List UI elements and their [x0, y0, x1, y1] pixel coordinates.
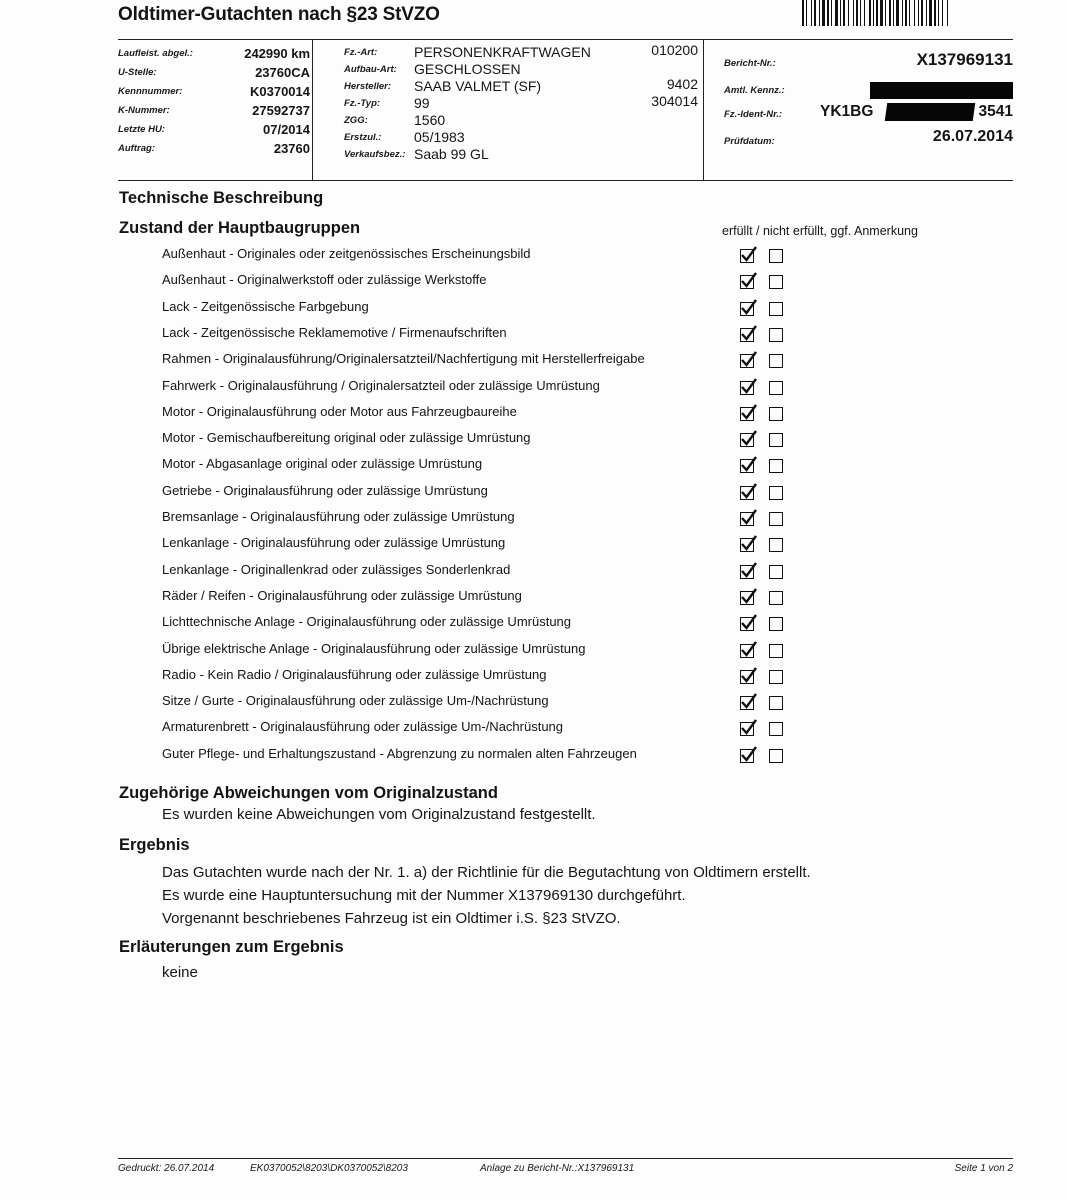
bericht-number: X137969131	[916, 50, 1013, 69]
checklist-item-label: Guter Pflege- und Erhaltungszustand - Abgrenzung zu normalen alten Fahrzeugen	[162, 745, 637, 761]
checkbox-not-fulfilled[interactable]	[769, 591, 783, 605]
checkbox-fulfilled[interactable]	[740, 644, 754, 658]
header-top-rule	[118, 39, 1013, 40]
checkbox-not-fulfilled[interactable]	[769, 302, 783, 316]
header-mid-value: 1560	[414, 112, 446, 128]
checklist-item-label: Radio - Kein Radio / Originalausführung oder zulässige Umrüstung	[162, 666, 547, 682]
checkbox-fulfilled[interactable]	[740, 275, 754, 289]
header-left-label: Laufleist. abgel.:	[118, 48, 193, 59]
header-divider-1	[312, 39, 313, 181]
checklist-item-label: Motor - Gemischaufbereitung original oder zulässige Umrüstung	[162, 430, 531, 446]
abweichungen-text: Es wurden keine Abweichungen vom Originalzustand festgestellt.	[162, 806, 596, 823]
checkbox-not-fulfilled[interactable]	[769, 565, 783, 579]
checkbox-fulfilled[interactable]	[740, 538, 754, 552]
header-left-value: 23760CA	[255, 65, 310, 80]
footer-anlage: Anlage zu Bericht-Nr.:X137969131	[480, 1163, 635, 1174]
checkbox-not-fulfilled[interactable]	[769, 512, 783, 526]
checklist-item-label: Außenhaut - Originalwerkstoff oder zulässige Werkstoffe	[162, 272, 487, 288]
checklist-item-label: Rahmen - Originalausführung/Originalersatzteil/Nachfertigung mit Herstellerfreigabe	[162, 351, 645, 367]
header-mid-value: PERSONENKRAFTWAGEN	[414, 44, 591, 60]
ident-label: Fz.-Ident-Nr.:	[724, 109, 783, 120]
checklist-item-label: Lenkanlage - Originallenkrad oder zulässiges Sonderlenkrad	[162, 561, 511, 577]
checkbox-fulfilled[interactable]	[740, 486, 754, 500]
checkbox-not-fulfilled[interactable]	[769, 459, 783, 473]
ergebnis-heading: Ergebnis	[119, 836, 190, 854]
header-left-label: U-Stelle:	[118, 67, 157, 78]
checklist-item-label: Lack - Zeitgenössische Reklamemotive / Firmenaufschriften	[162, 324, 507, 340]
header-left-value: 07/2014	[263, 122, 310, 137]
bericht-label: Bericht-Nr.:	[724, 58, 776, 69]
checklist-item-label: Außenhaut - Originales oder zeitgenössisches Erscheinungsbild	[162, 246, 531, 261]
header-mid-label: Hersteller:	[344, 81, 391, 92]
checkbox-not-fulfilled[interactable]	[769, 433, 783, 447]
ergebnis-line-2: Es wurde eine Hauptuntersuchung mit der Nummer X137969130 durchgeführt.	[162, 887, 686, 904]
column-header: erfüllt / nicht erfüllt, ggf. Anmerkung	[722, 224, 918, 238]
header-mid-code: 010200	[651, 42, 698, 58]
checkbox-not-fulfilled[interactable]	[769, 670, 783, 684]
checklist-item-label: Sitze / Gurte - Originalausführung oder zulässige Um-/Nachrüstung	[162, 693, 549, 709]
header-mid-label: Fz.-Art:	[344, 47, 378, 58]
checkbox-not-fulfilled[interactable]	[769, 486, 783, 500]
checkbox-fulfilled[interactable]	[740, 565, 754, 579]
header-left-value: 27592737	[252, 103, 310, 118]
checkbox-not-fulfilled[interactable]	[769, 275, 783, 289]
checkbox-fulfilled[interactable]	[740, 512, 754, 526]
header-mid-label: Verkaufsbez.:	[344, 149, 406, 160]
checkbox-not-fulfilled[interactable]	[769, 749, 783, 763]
header-left-label: Letzte HU:	[118, 124, 165, 135]
checkbox-fulfilled[interactable]	[740, 591, 754, 605]
checklist-item-label: Getriebe - Originalausführung oder zulässige Umrüstung	[162, 482, 488, 498]
document-title: Oldtimer-Gutachten nach §23 StVZO	[118, 4, 440, 25]
header-left-label: K-Nummer:	[118, 105, 170, 116]
checkbox-fulfilled[interactable]	[740, 381, 754, 395]
checkbox-not-fulfilled[interactable]	[769, 617, 783, 631]
footer-rule	[118, 1158, 1013, 1159]
header-bottom-rule	[118, 180, 1013, 181]
ident-prefix: YK1BG	[820, 103, 874, 120]
header-mid-value: Saab 99 GL	[414, 146, 489, 162]
checklist-item-label: Motor - Originalausführung oder Motor aus Fahrzeugbaureihe	[162, 403, 517, 419]
checkbox-fulfilled[interactable]	[740, 433, 754, 447]
checklist-item-label: Lenkanlage - Originalausführung oder zulässige Umrüstung	[162, 535, 506, 551]
checkbox-fulfilled[interactable]	[740, 459, 754, 473]
footer-printed: Gedruckt: 26.07.2014	[118, 1163, 215, 1174]
erlaeuterungen-heading: Erläuterungen zum Ergebnis	[119, 938, 344, 956]
checkbox-not-fulfilled[interactable]	[769, 722, 783, 736]
header-mid-code: 9402	[666, 76, 698, 92]
checkbox-fulfilled[interactable]	[740, 722, 754, 736]
checkbox-fulfilled[interactable]	[740, 328, 754, 342]
header-mid-label: Fz.-Typ:	[344, 98, 381, 109]
header-divider-2	[703, 39, 704, 181]
checkbox-not-fulfilled[interactable]	[769, 644, 783, 658]
ergebnis-line-3: Vorgenannt beschriebenes Fahrzeug ist ein Oldtimer i.S. §23 StVZO.	[162, 910, 621, 927]
header-mid-value: GESCHLOSSEN	[414, 61, 521, 77]
header-mid-value: SAAB VALMET (SF)	[414, 78, 542, 94]
header-left-value: 23760	[273, 141, 310, 156]
footer-codes: EK0370052\8203\DK0370052\8203	[250, 1163, 408, 1174]
pruefdatum-label: Prüfdatum:	[724, 136, 775, 147]
barcode	[800, 0, 1015, 26]
checklist-item-label: Übrige elektrische Anlage - Originalausführung oder zulässige Umrüstung	[162, 640, 586, 656]
ident-suffix: 3541	[978, 103, 1013, 120]
checklist-item-label: Fahrwerk - Originalausführung / Originalersatzteil oder zulässige Umrüstung	[162, 377, 600, 393]
checkbox-fulfilled[interactable]	[740, 749, 754, 763]
checkbox-not-fulfilled[interactable]	[769, 381, 783, 395]
checklist-item-label: Bremsanlage - Originalausführung oder zulässige Umrüstung	[162, 509, 515, 524]
checkbox-fulfilled[interactable]	[740, 617, 754, 631]
checkbox-not-fulfilled[interactable]	[769, 696, 783, 710]
checkbox-fulfilled[interactable]	[740, 670, 754, 684]
header-mid-label: Erstzul.:	[344, 132, 382, 143]
header-mid-label: ZGG:	[344, 115, 368, 126]
header-mid-value: 05/1983	[414, 129, 465, 145]
checkbox-not-fulfilled[interactable]	[769, 538, 783, 552]
erlaeuterungen-text: keine	[162, 964, 198, 981]
checklist-item-label: Armaturenbrett - Originalausführung oder zulässige Um-/Nachrüstung	[162, 719, 564, 735]
zustand-heading: Zustand der Hauptbaugruppen	[119, 219, 361, 237]
header-left-value: K0370014	[250, 84, 310, 99]
footer-page: Seite 1 von 2	[954, 1163, 1013, 1174]
redacted-plate	[870, 82, 1013, 99]
checklist-item-label: Lack - Zeitgenössische Farbgebung	[162, 298, 369, 314]
checklist-item-label: Lichttechnische Anlage - Originalausführung oder zulässige Umrüstung	[162, 614, 572, 630]
header-left-value: 242990 km	[244, 46, 310, 61]
header-mid-value: 99	[414, 95, 430, 111]
header-left-label: Auftrag:	[118, 143, 155, 154]
checkbox-fulfilled[interactable]	[740, 249, 754, 263]
checklist-item-label: Motor - Abgasanlage original oder zulässige Umrüstung	[162, 456, 483, 472]
checkbox-fulfilled[interactable]	[740, 354, 754, 368]
checkbox-not-fulfilled[interactable]	[769, 354, 783, 368]
abweichungen-heading: Zugehörige Abweichungen vom Originalzustand	[119, 784, 498, 802]
checkbox-fulfilled[interactable]	[740, 696, 754, 710]
checkbox-fulfilled[interactable]	[740, 407, 754, 421]
ergebnis-line-1: Das Gutachten wurde nach der Nr. 1. a) der Richtlinie für die Begutachtung von Oldtimern erstellt.	[162, 864, 811, 881]
pruefdatum-value: 26.07.2014	[932, 128, 1013, 145]
checkbox-not-fulfilled[interactable]	[769, 328, 783, 342]
tech-heading: Technische Beschreibung	[119, 189, 324, 207]
checkbox-not-fulfilled[interactable]	[769, 407, 783, 421]
checklist-item-label: Räder / Reifen - Originalausführung oder zulässige Umrüstung	[162, 587, 522, 603]
header-mid-code: 304014	[651, 93, 698, 109]
checkbox-fulfilled[interactable]	[740, 302, 754, 316]
checkbox-not-fulfilled[interactable]	[769, 249, 783, 263]
header-left-label: Kennnummer:	[118, 86, 183, 97]
header-mid-label: Aufbau-Art:	[344, 64, 397, 75]
kennzeichen-label: Amtl. Kennz.:	[724, 85, 785, 96]
